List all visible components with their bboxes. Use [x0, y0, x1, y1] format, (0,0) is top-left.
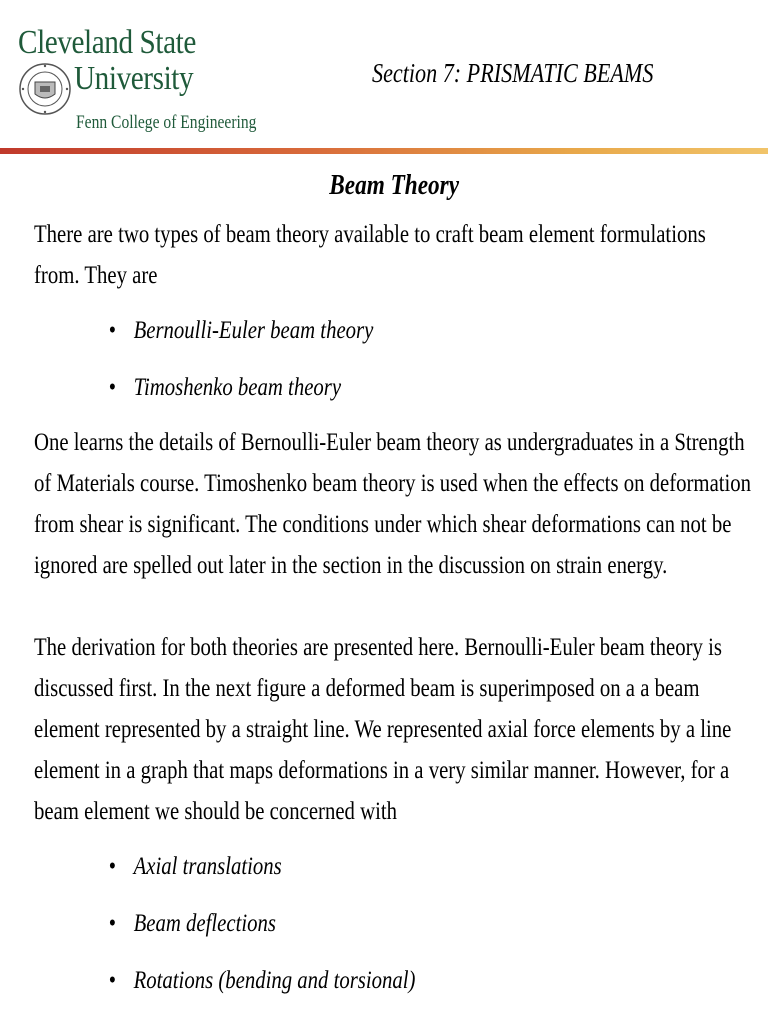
- concern-list: [34, 838, 754, 1009]
- slide-title: [34, 168, 754, 204]
- header-divider: [0, 148, 768, 154]
- theory-list: [34, 302, 754, 416]
- slide-header: [0, 0, 768, 150]
- list-item-bernoulli-euler: • Bernoulli-Euler beam theory: [34, 302, 754, 359]
- list-item-timoshenko: • Timoshenko beam theory: [34, 359, 754, 416]
- university-seal-icon: [18, 62, 72, 116]
- paragraph-details: One learns the details of Bernoulli-Euler beam theory as undergraduates in a Strength of Materials course. Timoshenko beam theory is used when the effects on deformation from shear is significant. The conditions under which shear deformations can not be ignored are spelled out later in the section in the discussion on strain energy.: [34, 429, 752, 579]
- slide-content: [34, 168, 754, 1009]
- paragraph-derivation: The derivation for both theories are presented here. Bernoulli-Euler beam theory is discussed first. In the next figure a deformed beam is superimposed on a a beam element represented by a straight line. We represented axial force elements by a line element in a graph that maps deformations in a very similar manner. However, for a beam element we should be concerned with: [34, 634, 732, 825]
- logo-line-fenn-college: Fenn College of Engineering: [76, 112, 257, 133]
- intro-paragraph: There are two types of beam theory available to craft beam element formulations from. They are: [34, 221, 706, 289]
- logo-line-cleveland-state: Cleveland State: [18, 24, 196, 61]
- slide-title-text: Beam Theory: [329, 170, 459, 201]
- list-item-rotations: • Rotations (bending and torsional): [34, 952, 754, 1009]
- logo-line-university: University: [74, 60, 194, 97]
- list-item-beam-deflections: • Beam deflections: [34, 895, 754, 952]
- section-title: Section 7: PRISMATIC BEAMS: [372, 58, 654, 88]
- slide-body: [34, 214, 754, 1009]
- university-logo: [18, 24, 257, 142]
- list-item-axial-translations: • Axial translations: [34, 838, 754, 895]
